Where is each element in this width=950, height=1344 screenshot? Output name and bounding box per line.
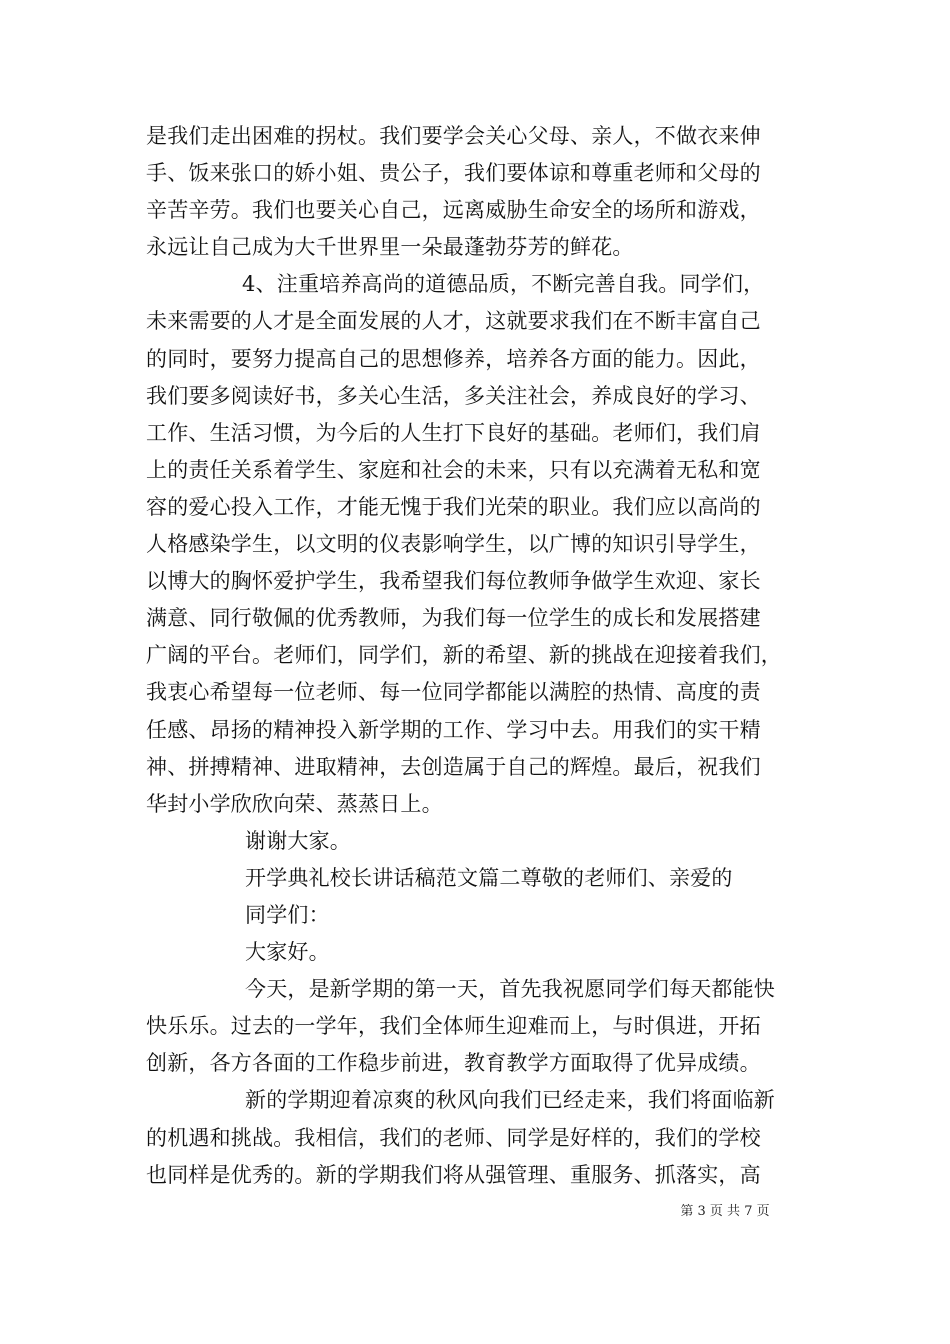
text-line: 容的爱心投入工作，才能无愧于我们光荣的职业。我们应以高尚的 (146, 494, 761, 519)
text-line: 工作、生活习惯，为今后的人生打下良好的基础。老师们，我们肩 (146, 420, 761, 445)
text-line: 以博大的胸怀爱护学生，我希望我们每位教师争做学生欢迎、家长 (146, 569, 761, 594)
text-line: 创新，各方各面的工作稳步前进，教育教学方面取得了优异成绩。 (146, 1051, 761, 1076)
text-line: 广阔的平台。老师们，同学们，新的希望、新的挑战在迎接着我们， (146, 643, 782, 668)
text-line: 的机遇和挑战。我相信，我们的老师、同学是好样的，我们的学校 (146, 1125, 761, 1150)
text-line: 未来需要的人才是全面发展的人才，这就要求我们在不断丰富自己 (146, 309, 761, 334)
text-line: 谢谢大家。 (245, 828, 351, 853)
text-line: 人格感染学生，以文明的仪表影响学生，以广博的知识引导学生， (146, 532, 761, 557)
text-line: 今天，是新学期的第一天，首先我祝愿同学们每天都能快 (245, 977, 775, 1002)
text-line: 我们要多阅读好书，多关心生活，多关注社会，养成良好的学习、 (146, 383, 761, 408)
text-line: 上的责任关系着学生、家庭和社会的未来，只有以充满着无私和宽 (146, 457, 761, 482)
text-line: 新的学期迎着凉爽的秋风向我们已经走来，我们将面临新 (245, 1088, 775, 1113)
text-line: 是我们走出困难的拐杖。我们要学会关心父母、亲人，不做衣来伸 (146, 124, 761, 148)
page-number: 第 3 页 共 7 页 (680, 1204, 770, 1219)
text-line: 的同时，要努力提高自己的思想修养，培养各方面的能力。因此， (146, 346, 761, 371)
text-line: 快乐乐。过去的一学年，我们全体师生迎难而上，与时俱进，开拓 (146, 1014, 761, 1039)
text-line: 手、饭来张口的娇小姐、贵公子，我们要体谅和尊重老师和父母的 (146, 161, 761, 186)
text-line: 大家好。 (245, 940, 330, 965)
text-line: 辛苦辛劳。我们也要关心自己，远离威胁生命安全的场所和游戏， (146, 198, 761, 223)
text-line: 也同样是优秀的。新的学期我们将从强管理、重服务、抓落实，高 (146, 1162, 761, 1187)
text-line: 满意、同行敬佩的优秀教师，为我们每一位学生的成长和发展搭建 (146, 606, 761, 631)
text-line: 永远让自己成为大千世界里一朵最蓬勃芬芳的鲜花。 (146, 235, 634, 260)
text-line: 4、注重培养高尚的道德品质，不断完善自我。同学们， (242, 272, 765, 297)
document-body (146, 118, 811, 1194)
text-line: 同学们： (245, 902, 330, 927)
section-heading: 开学典礼校长讲话稿范文篇二尊敬的老师们、亲爱的 (245, 865, 733, 890)
text-line: 我衷心希望每一位老师、每一位同学都能以满腔的热情、高度的责 (146, 680, 761, 705)
text-line: 神、拼搏精神、进取精神，去创造属于自己的辉煌。最后，祝我们 (146, 754, 761, 779)
text-line: 任感、昂扬的精神投入新学期的工作、学习中去。用我们的实干精 (146, 717, 761, 742)
text-line: 华封小学欣欣向荣、蒸蒸日上。 (146, 791, 443, 816)
